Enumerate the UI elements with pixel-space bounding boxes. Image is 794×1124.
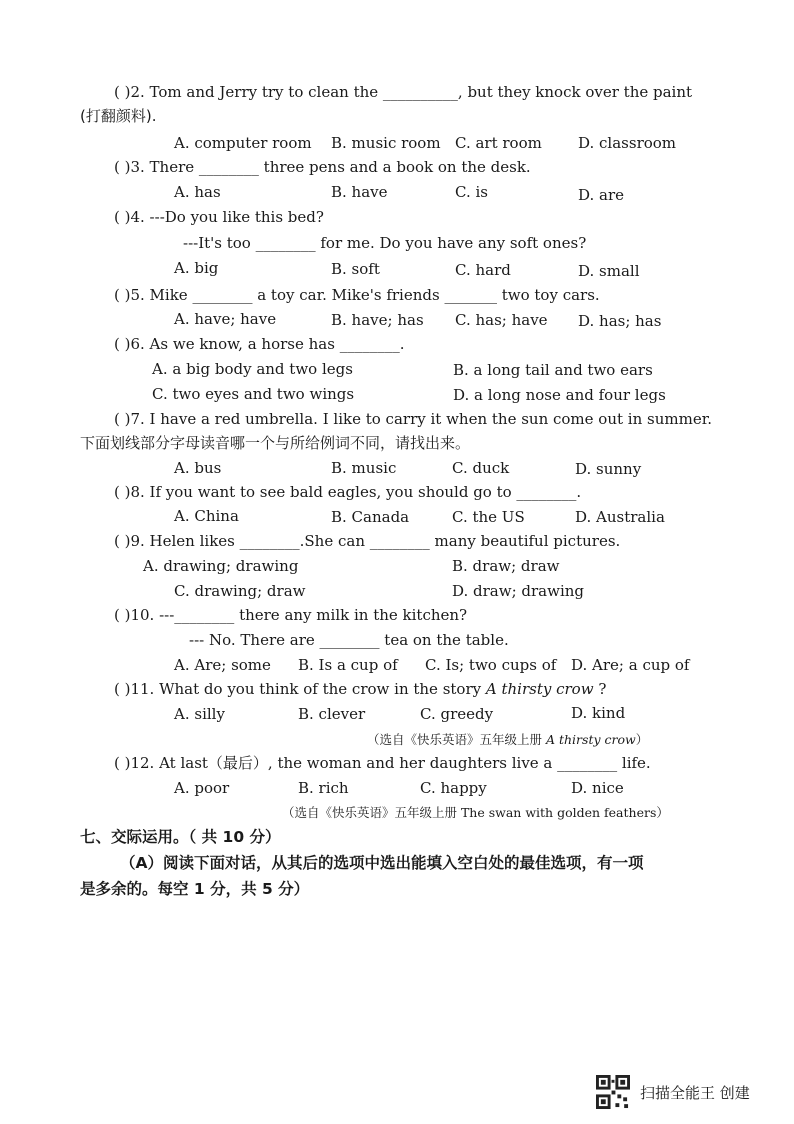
q6-option-a: A. a big body and two legs	[152, 360, 353, 378]
q3-option-a: A. has	[174, 183, 221, 201]
q3-option-d: D. are	[578, 186, 625, 204]
q10-option-d: D. Are; a cup of	[571, 656, 690, 674]
question-11-story-title: A thirsty crow	[485, 680, 594, 698]
question-2-note: (打翻颜料).	[80, 107, 157, 125]
question-4-reply: ---It's too ________ for me. Do you have any soft ones?	[183, 234, 587, 252]
q8-option-d: D. Australia	[575, 508, 665, 526]
question-12: ( )12. At last（最后）, the woman and her daughters live a ________ life.	[114, 754, 651, 772]
section-instruction-line2: 是多余的。每空 1 分，共 5 分）	[80, 880, 310, 898]
q9-option-b: B. draw; draw	[452, 557, 560, 575]
question-10: ( )10. ---________ there any milk in the kitchen?	[114, 606, 468, 624]
q11-option-c: C. greedy	[420, 705, 494, 723]
q7-option-b: B. music	[331, 459, 397, 477]
q3-option-c: C. is	[455, 183, 488, 201]
question-7: ( )7. I have a red umbrella. I like to carry it when the sun come out in summer.	[114, 410, 712, 428]
q9-option-c: C. drawing; draw	[174, 582, 306, 600]
q9-option-d: D. draw; drawing	[452, 582, 585, 600]
q7-option-a: A. bus	[174, 459, 222, 477]
question-6: ( )6. As we know, a horse has ________.	[114, 335, 405, 353]
question-10-reply: --- No. There are ________ tea on the table.	[189, 631, 509, 649]
q4-option-d: D. small	[578, 262, 640, 280]
q6-option-d: D. a long nose and four legs	[453, 386, 666, 404]
q7-option-c: C. duck	[452, 459, 510, 477]
q2-option-d: D. classroom	[578, 134, 677, 152]
q11-option-b: B. clever	[298, 705, 366, 723]
q7-option-d: D. sunny	[575, 460, 642, 478]
q2-option-a: A. computer room	[174, 134, 312, 152]
question-11	[114, 679, 606, 699]
question-7-instruction: 下面划线部分字母读音哪一个与所给例词不同，请找出来。	[80, 434, 471, 452]
q12-option-c: C. happy	[420, 779, 487, 797]
question-5: ( )5. Mike ________ a toy car. Mike's friends _______ two toy cars.	[114, 286, 600, 304]
q12-option-b: B. rich	[298, 779, 349, 797]
q6-option-c: C. two eyes and two wings	[152, 385, 355, 403]
q8-option-b: B. Canada	[331, 508, 410, 526]
q6-option-b: B. a long tail and two ears	[453, 361, 653, 379]
q4-option-b: B. soft	[331, 260, 380, 278]
q10-option-b: B. Is a cup of	[298, 656, 398, 674]
q12-option-a: A. poor	[174, 779, 230, 797]
q12-option-d: D. nice	[571, 779, 624, 797]
q5-option-c: C. has; have	[455, 311, 548, 329]
question-3: ( )3. There ________ three pens and a book on the desk.	[114, 158, 531, 176]
question-12-source: （选自《快乐英语》五年级上册 The swan with golden feathers）	[282, 805, 669, 820]
q11-option-a: A. silly	[174, 705, 225, 723]
section-title: 七、交际运用。（ 共 10 分）	[80, 828, 281, 846]
q2-option-c: C. art room	[455, 134, 542, 152]
q10-option-a: A. Are; some	[174, 656, 271, 674]
q10-option-c: C. Is; two cups of	[425, 656, 557, 674]
q3-option-b: B. have	[331, 183, 388, 201]
question-11-end: ?	[593, 680, 607, 698]
section-instruction-line1: （A）阅读下面对话，从其后的选项中选出能填入空白处的最佳选项，有一项	[120, 854, 644, 872]
q8-option-c: C. the US	[452, 508, 525, 526]
q5-option-b: B. have; has	[331, 311, 424, 329]
question-8: ( )8. If you want to see bald eagles, you should go to ________.	[114, 483, 582, 501]
question-2: ( )2. Tom and Jerry try to clean the __________, but they knock over the paint	[114, 83, 693, 101]
q5-option-a: A. have; have	[174, 310, 277, 328]
question-11-text: ( )11. What do you think of the crow in the story	[114, 680, 486, 698]
q4-option-c: C. hard	[455, 261, 511, 279]
q4-option-a: A. big	[174, 259, 219, 277]
q5-option-d: D. has; has	[578, 312, 662, 330]
question-9: ( )9. Helen likes ________.She can ________ many beautiful pictures.	[114, 532, 621, 550]
watermark-text: 扫描全能王 创建	[640, 1084, 750, 1102]
q8-option-a: A. China	[174, 507, 239, 525]
qr-code-icon	[596, 1075, 630, 1109]
question-4: ( )4. ---Do you like this bed?	[114, 208, 324, 226]
q9-option-a: A. drawing; drawing	[143, 557, 299, 575]
question-11-source: （选自《快乐英语》五年级上册 A thirsty crow）	[367, 732, 649, 747]
q2-option-b: B. music room	[331, 134, 441, 152]
q11-option-d: D. kind	[571, 704, 626, 722]
